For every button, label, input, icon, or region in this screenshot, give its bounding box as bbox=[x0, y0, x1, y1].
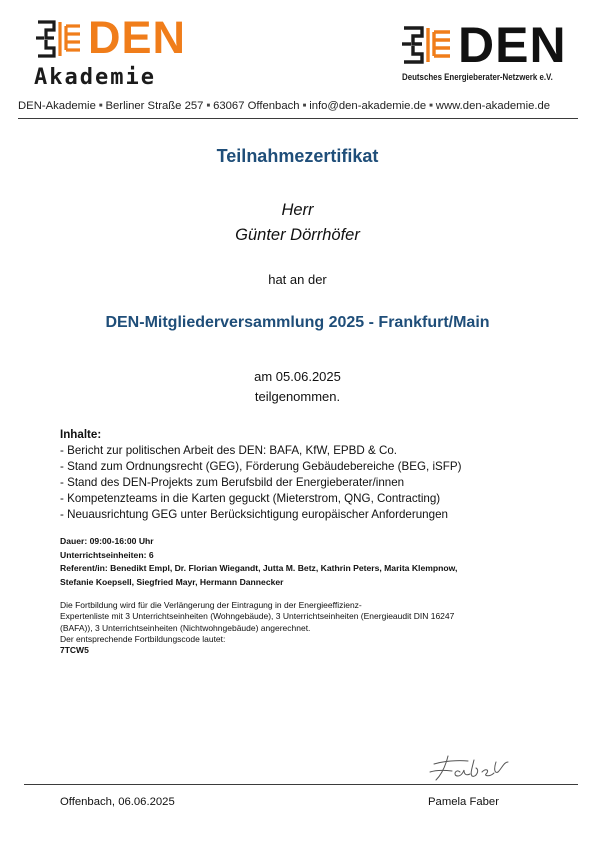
note-line: Expertenliste mit 3 Unterrichtseinheiten (Wohngebäude), 3 Unterrichtseinheiten (Energieaudit DIN 16247 bbox=[60, 611, 455, 622]
list-item: - Neuausrichtung GEG unter Berücksichtigung europäischer Anforderungen bbox=[60, 508, 448, 522]
address-org: DEN-Akademie bbox=[18, 100, 96, 112]
logo-left-brand: DEN bbox=[88, 12, 187, 63]
address-line bbox=[18, 100, 550, 112]
teaching-units: Unterrichtseinheiten: 6 bbox=[60, 549, 154, 560]
contents-heading: Inhalte: bbox=[60, 428, 102, 441]
address-email[interactable]: info@den-akademie.de bbox=[309, 100, 427, 112]
logo-right-tagline: Deutsches Energieberater-Netzwerk e.V. bbox=[402, 72, 553, 82]
accreditation-note bbox=[60, 600, 560, 656]
den-akademie-logo bbox=[34, 14, 194, 94]
handwritten-signature bbox=[424, 750, 514, 784]
bullet-separator-icon: ■ bbox=[429, 103, 433, 110]
note-line: (BAFA)), 3 Unterrichtseinheiten (Nichtwohngebäude) angerechnet. bbox=[60, 622, 311, 633]
training-code: 7TCW5 bbox=[60, 645, 89, 656]
footer-divider bbox=[24, 784, 578, 785]
participated-text: teilgenommen. bbox=[254, 389, 341, 404]
event-name: DEN-Mitgliederversammlung 2025 - Frankfurt/Main bbox=[105, 314, 490, 331]
list-item: - Kompetenzteams in die Karten geguckt (Mieterstrom, QNG, Contracting) bbox=[60, 492, 441, 506]
list-item: - Stand zum Ordnungsrecht (GEG), Förderung Gebäudebereiche (BEG, iSFP) bbox=[60, 460, 462, 474]
course-facts bbox=[60, 535, 560, 589]
note-line: Die Fortbildung wird für die Verlängerung der Eintragung in der Energieeffizienz- bbox=[60, 600, 362, 610]
header-divider bbox=[18, 118, 578, 119]
logo-left-sub: Akademie bbox=[34, 65, 156, 90]
den-network-icon-right bbox=[400, 22, 454, 68]
logo-right-brand: DEN bbox=[458, 17, 567, 73]
list-item: - Bericht zur politischen Arbeit des DEN: BAFA, KfW, EPBD & Co. bbox=[60, 444, 397, 458]
speakers-line-2: Stefanie Koepsell, Siegfried Mayr, Hermann Dannecker bbox=[60, 576, 284, 587]
recipient-name: Günter Dörrhöfer bbox=[235, 226, 360, 244]
address-city: 63067 Offenbach bbox=[213, 100, 300, 112]
list-item: - Stand des DEN-Projekts zum Berufsbild der Energieberater/innen bbox=[60, 476, 405, 490]
den-ev-logo bbox=[400, 17, 570, 90]
event-date: am 05.06.2025 bbox=[254, 369, 341, 384]
place-date: Offenbach, 06.06.2025 bbox=[60, 796, 175, 808]
bullet-separator-icon: ■ bbox=[98, 103, 103, 110]
bullet-separator-icon: ■ bbox=[206, 103, 211, 110]
intro-text: hat an der bbox=[268, 272, 327, 287]
certificate-title: Teilnahmezertifikat bbox=[216, 146, 379, 166]
note-line: Der entsprechende Fortbildungscode lautet: bbox=[60, 633, 226, 644]
recipient-salutation: Herr bbox=[281, 201, 314, 219]
duration: Dauer: 09:00-16:00 Uhr bbox=[60, 536, 154, 546]
address-web[interactable]: www.den-akademie.de bbox=[435, 100, 551, 112]
speakers-line-1: Referent/in: Benedikt Empl, Dr. Florian Wiegandt, Jutta M. Betz, Kathrin Peters, Marita Klempnow, bbox=[60, 563, 458, 573]
den-network-icon bbox=[34, 16, 84, 62]
address-street: Berliner Straße 257 bbox=[105, 100, 204, 112]
contents-list bbox=[60, 427, 560, 524]
signer-name: Pamela Faber bbox=[428, 796, 499, 808]
bullet-separator-icon: ■ bbox=[302, 103, 307, 110]
